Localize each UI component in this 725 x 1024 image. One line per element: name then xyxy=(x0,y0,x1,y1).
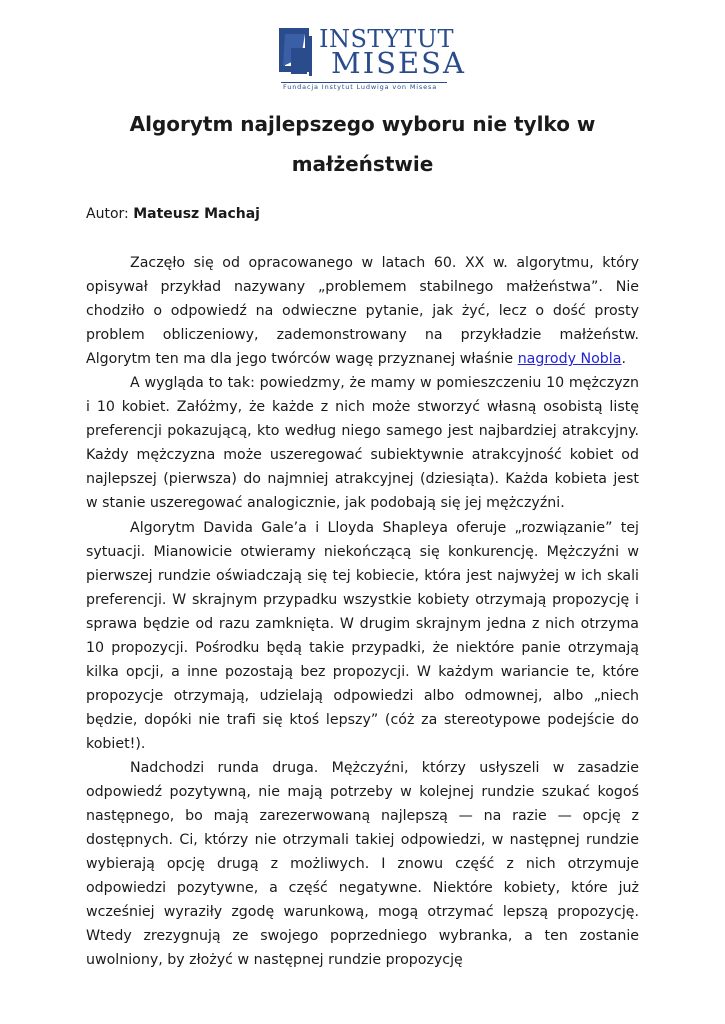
instytut-misesa-logo[interactable] xyxy=(279,24,466,91)
paragraph-4: Nadchodzi runda druga. Mężczyźni, którzy usłyszeli w zasadzie odpowiedź pozytywną, nie mają potrzeby w kolejnej rundzie szukać kogoś następnego, bo mają zarezerwowaną najlepszą — na razie — opcję z dostępnych. Ci, którzy nie otrzymali takiej odpowiedzi, w następnej rundzie wybierają opcję drugą z możliwych. I znowu część z nich otrzymuje odpowiedzi pozytywne, a część negatywne. Niektóre kobiety, które już wcześniej wyraziły zgodę warunkową, mogą otrzymać lepszą propozycję. Wtedy zrezygnują ze swojego poprzedniego wybranka, a ten zostanie uwolniony, by złożyć w następnej rundzie propozycję xyxy=(86,759,639,969)
paragraph-1-text: Zaczęło się od opracowanego w latach 60. XX w. algorytmu, który opisywał przykład nazywany „problemem stabilnego małżeństwa”. Nie chodziło o odpowiedź na odwieczne pytanie, jak żyć, lecz o dość prosty problem obliczeniowy, zademonstrowany na przykładzie małżeństw. Algorytm ten ma dla jego twórców wagę przyznanej właśnie xyxy=(86,255,639,368)
article-title: Algorytm najlepszego wyboru nie tylko w małżeństwie xyxy=(129,112,596,176)
logo-title-line1: INSTYTUT xyxy=(319,25,455,53)
logo-title-line2: MISESA xyxy=(331,46,466,80)
logo-emblem-icon xyxy=(279,28,319,80)
author-line xyxy=(86,204,260,224)
nobel-prize-link[interactable]: nagrody Nobla xyxy=(517,351,622,368)
paragraph-1-end: . xyxy=(621,351,626,368)
paragraph-2: A wygląda to tak: powiedzmy, że mamy w pomieszczeniu 10 mężczyzn i 10 kobiet. Załóżmy, że każde z nich może stworzyć własną osobistą listę preferencji pokazującą, kto według niego samego jest najbardziej atrakcyjny. Każdy mężczyzna może uszeregować subiektywnie atrakcyjność kobiet od najlepszej (pierwsza) do najmniej atrakcyjnej (dziesiąta). Każda kobieta jest w stanie uszeregować analogicznie, jak podobają się jej mężczyźni. xyxy=(86,375,639,512)
article-body xyxy=(86,251,639,972)
paragraph-1 xyxy=(86,251,639,371)
author-name: Mateusz Machaj xyxy=(133,206,260,222)
paragraph-3: Algorytm Davida Gale’a i Lloyda Shapleya oferuje „rozwiązanie” tej sytuacji. Mianowicie otwieramy niekończącą się konkurencję. Mężczyźni w pierwszej rundzie oświadczają się tej kobiecie, która jest najwyżej w ich skali preferencji. W skrajnym przypadku wszystkie kobiety otrzymają propozycję i sprawa będzie od razu zamknięta. W drugim skrajnym jedna z nich otrzyma 10 propozycji. Pośrodku będą takie przypadki, że niektóre panie otrzymają kilka opcji, a inne pozostają bez propozycji. W każdym wariancie te, które propozycje otrzymają, udzielają odpowiedzi albo odmownej, albo „niech będzie, dopóki nie trafi się ktoś lepszy” (cóż za stereotypowe podejście do kobiet!). xyxy=(86,519,639,752)
author-label: Autor: xyxy=(86,206,129,222)
logo-subtitle: Fundacja Instytut Ludwiga von Misesa xyxy=(283,83,438,91)
